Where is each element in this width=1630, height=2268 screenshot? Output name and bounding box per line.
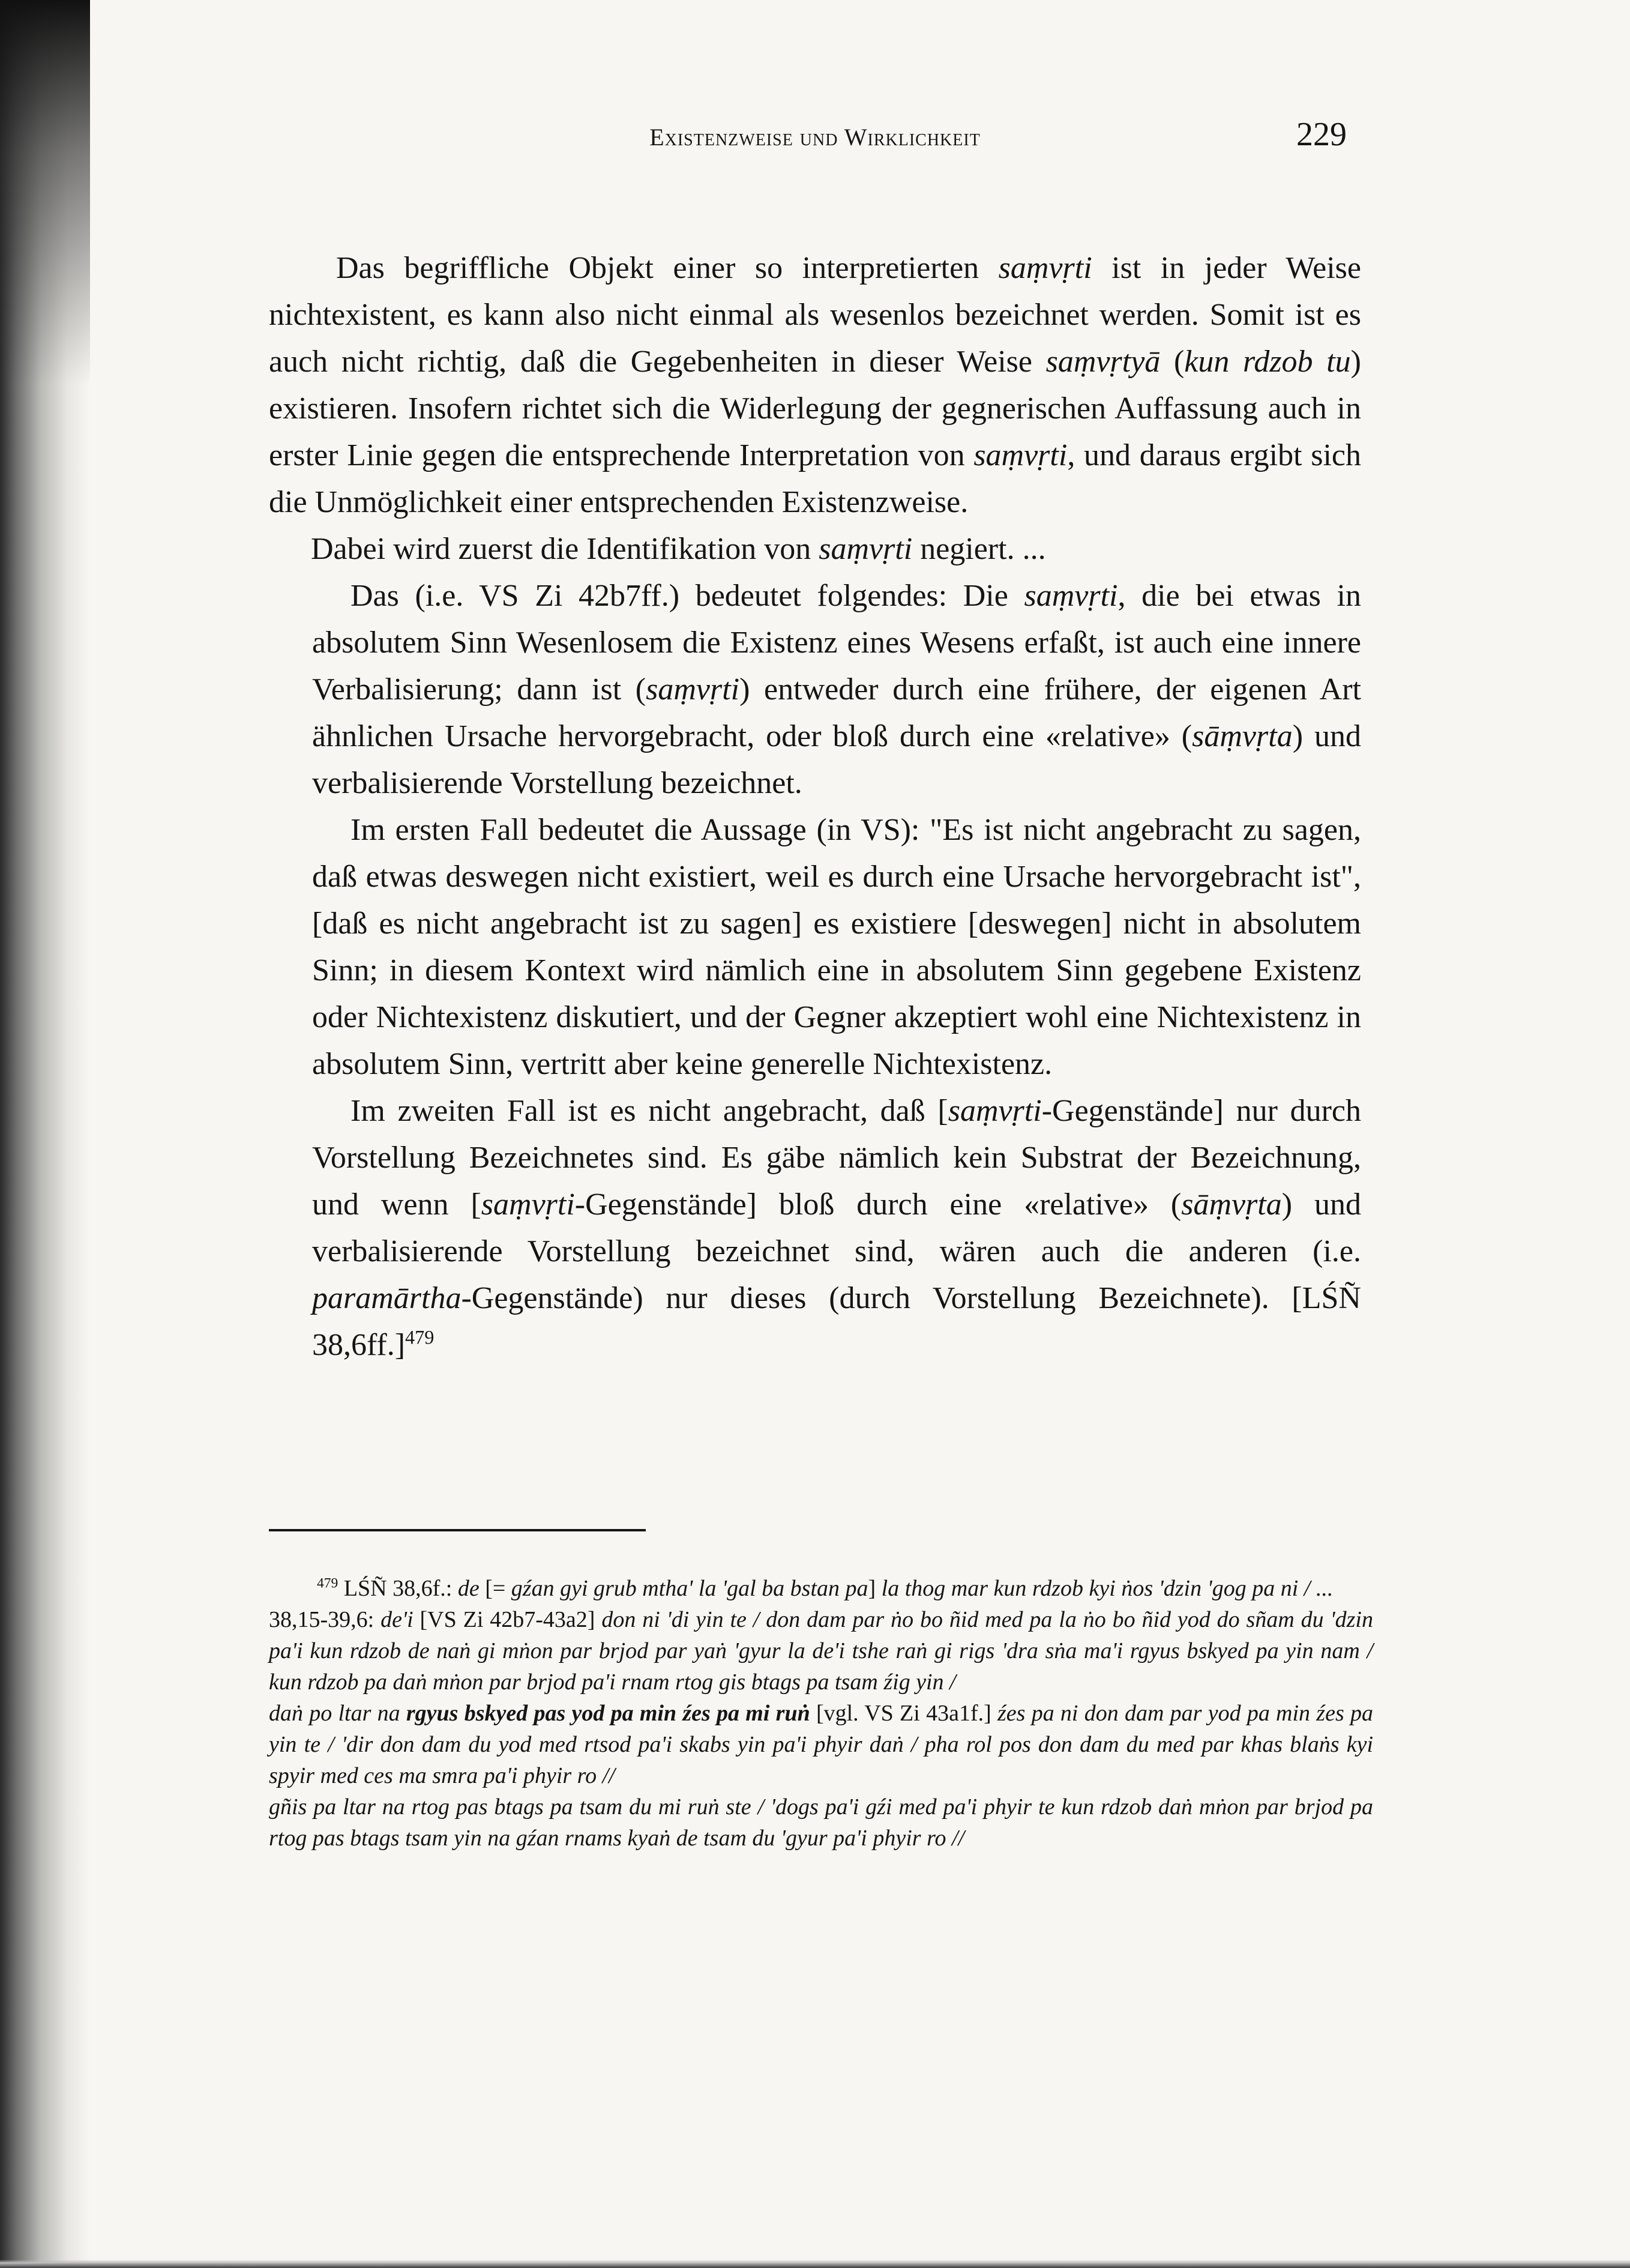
paragraph-3: Das (i.e. VS Zi 42b7ff.) bedeutet folgendes: Die saṃvṛti, die bei etwas in absolutem Sinn Wesenlosem die Existenz eines Wesens erfaßt, ist auch eine innere Verbalisierung; dann ist (saṃvṛti) entweder durch eine frühere, der eigenen Art ähnlichen Ursache hervorgebracht, oder bloß durch eine «relative» (sāṃvṛta) und verbalisierende Vorstellung bezeichnet.	[312, 579, 1361, 800]
running-head: Existenzweise und Wirklichkeit	[649, 124, 981, 151]
footnote-separator	[269, 1529, 646, 1531]
scan-corner-shadow	[0, 0, 90, 384]
footnote-line-2: 38,15-39,6: de'i [VS Zi 42b7-43a2] don ni 'di yin te / don dam par ṅo bo ñid med pa la ṅo bo ñid yod do sñam du 'dzin pa'i kun rdzob de naṅ gi mṅon par brjod par yaṅ 'gyur la de'i tshe raṅ gi rigs 'dra sṅa ma'i rgyus bskyed pa yin nam / kun rdzob pa daṅ mṅon par brjod pa'i rnam rtog gis btags pa tsam źig yin /	[269, 1607, 1373, 1695]
footnote-479	[269, 1573, 1373, 1854]
footnote-reference: 479	[405, 1326, 435, 1348]
footnote-line-4: gñis pa ltar na rtog pas btags pa tsam du mi ruṅ ste / 'dogs pa'i gźi med pa'i phyir te kun rdzob daṅ mṅon par brjod pa rtog pas btags tsam yin na gźan rnams kyaṅ de tsam du 'gyur pa'i phyir ro //	[269, 1794, 1373, 1851]
main-text	[269, 245, 1361, 1369]
scan-bottom-edge	[0, 2260, 1630, 2268]
paragraph-5: Im zweiten Fall ist es nicht angebracht, daß [saṃvṛti-Gegenstände] nur durch Vorstellung Bezeichnetes sind. Es gäbe nämlich kein Substrat der Bezeichnung, und wenn [saṃvṛti-Gegenstände] bloß durch eine «relative» (sāṃvṛta) und verbalisierende Vorstellung bezeichnet sind, wären auch die anderen (i.e. paramārtha-Gegenstände) nur dieses (durch Vorstellung Bezeichnete). [LŚÑ 38,6ff.]$^{479}$	[312, 1094, 1362, 1362]
paragraph-1: Das begriffliche Objekt einer so interpretierten saṃvṛti ist in jeder Weise nichtexistent, es kann also nicht einmal als wesenlos bezeichnet werden. Somit ist es auch nicht richtig, daß die Gegebenheiten in dieser Weise saṃvṛtyā (kun rdzob tu) existieren. Insofern richtet sich die Widerlegung der gegnerischen Auffassung auch in erster Linie gegen die entsprechende Interpretation von saṃvṛti, und daraus ergibt sich die Unmöglichkeit einer entsprechenden Existenzweise.	[269, 251, 1362, 519]
page-number: 229	[1296, 116, 1347, 153]
paragraph-4: Im ersten Fall bedeutet die Aussage (in VS): "Es ist nicht angebracht zu sagen, daß etwas deswegen nicht existiert, weil es durch eine Ursache hervorgebracht ist", [daß es nicht angebracht ist zu sagen] es existiere [deswegen] nicht in absolutem Sinn; in diesem Kontext wird nämlich eine in absolutem Sinn gegebene Existenz oder Nichtexistenz diskutiert, und der Gegner akzeptiert wohl eine Nichtexistenz in absolutem Sinn, vertritt aber keine generelle Nichtexistenz.	[312, 813, 1361, 1081]
footnote-number: 479	[317, 1575, 338, 1591]
footnote-line-1: $^{479}$ LŚÑ 38,6f.: de [= gźan gyi grub mtha' la 'gal ba bstan pa] la thog mar kun rdzob kyi ṅos 'dzin 'gog pa ni / ...	[317, 1575, 1334, 1601]
footnote-line-3: daṅ po ltar na rgyus bskyed pas yod pa min źes pa mi ruṅ [vgl. VS Zi 43a1f.] źes pa ni don dam par yod pa min źes pa yin te / 'dir don dam du yod med rtsod pa'i skabs yin pa'i phyir daṅ / pha rol pos don dam du med par khas blaṅs kyi spyir med ces ma smra pa'i phyir ro //	[269, 1701, 1373, 1788]
paragraph-2: Dabei wird zuerst die Identifikation von saṃvṛti negiert. ...	[311, 532, 1046, 566]
